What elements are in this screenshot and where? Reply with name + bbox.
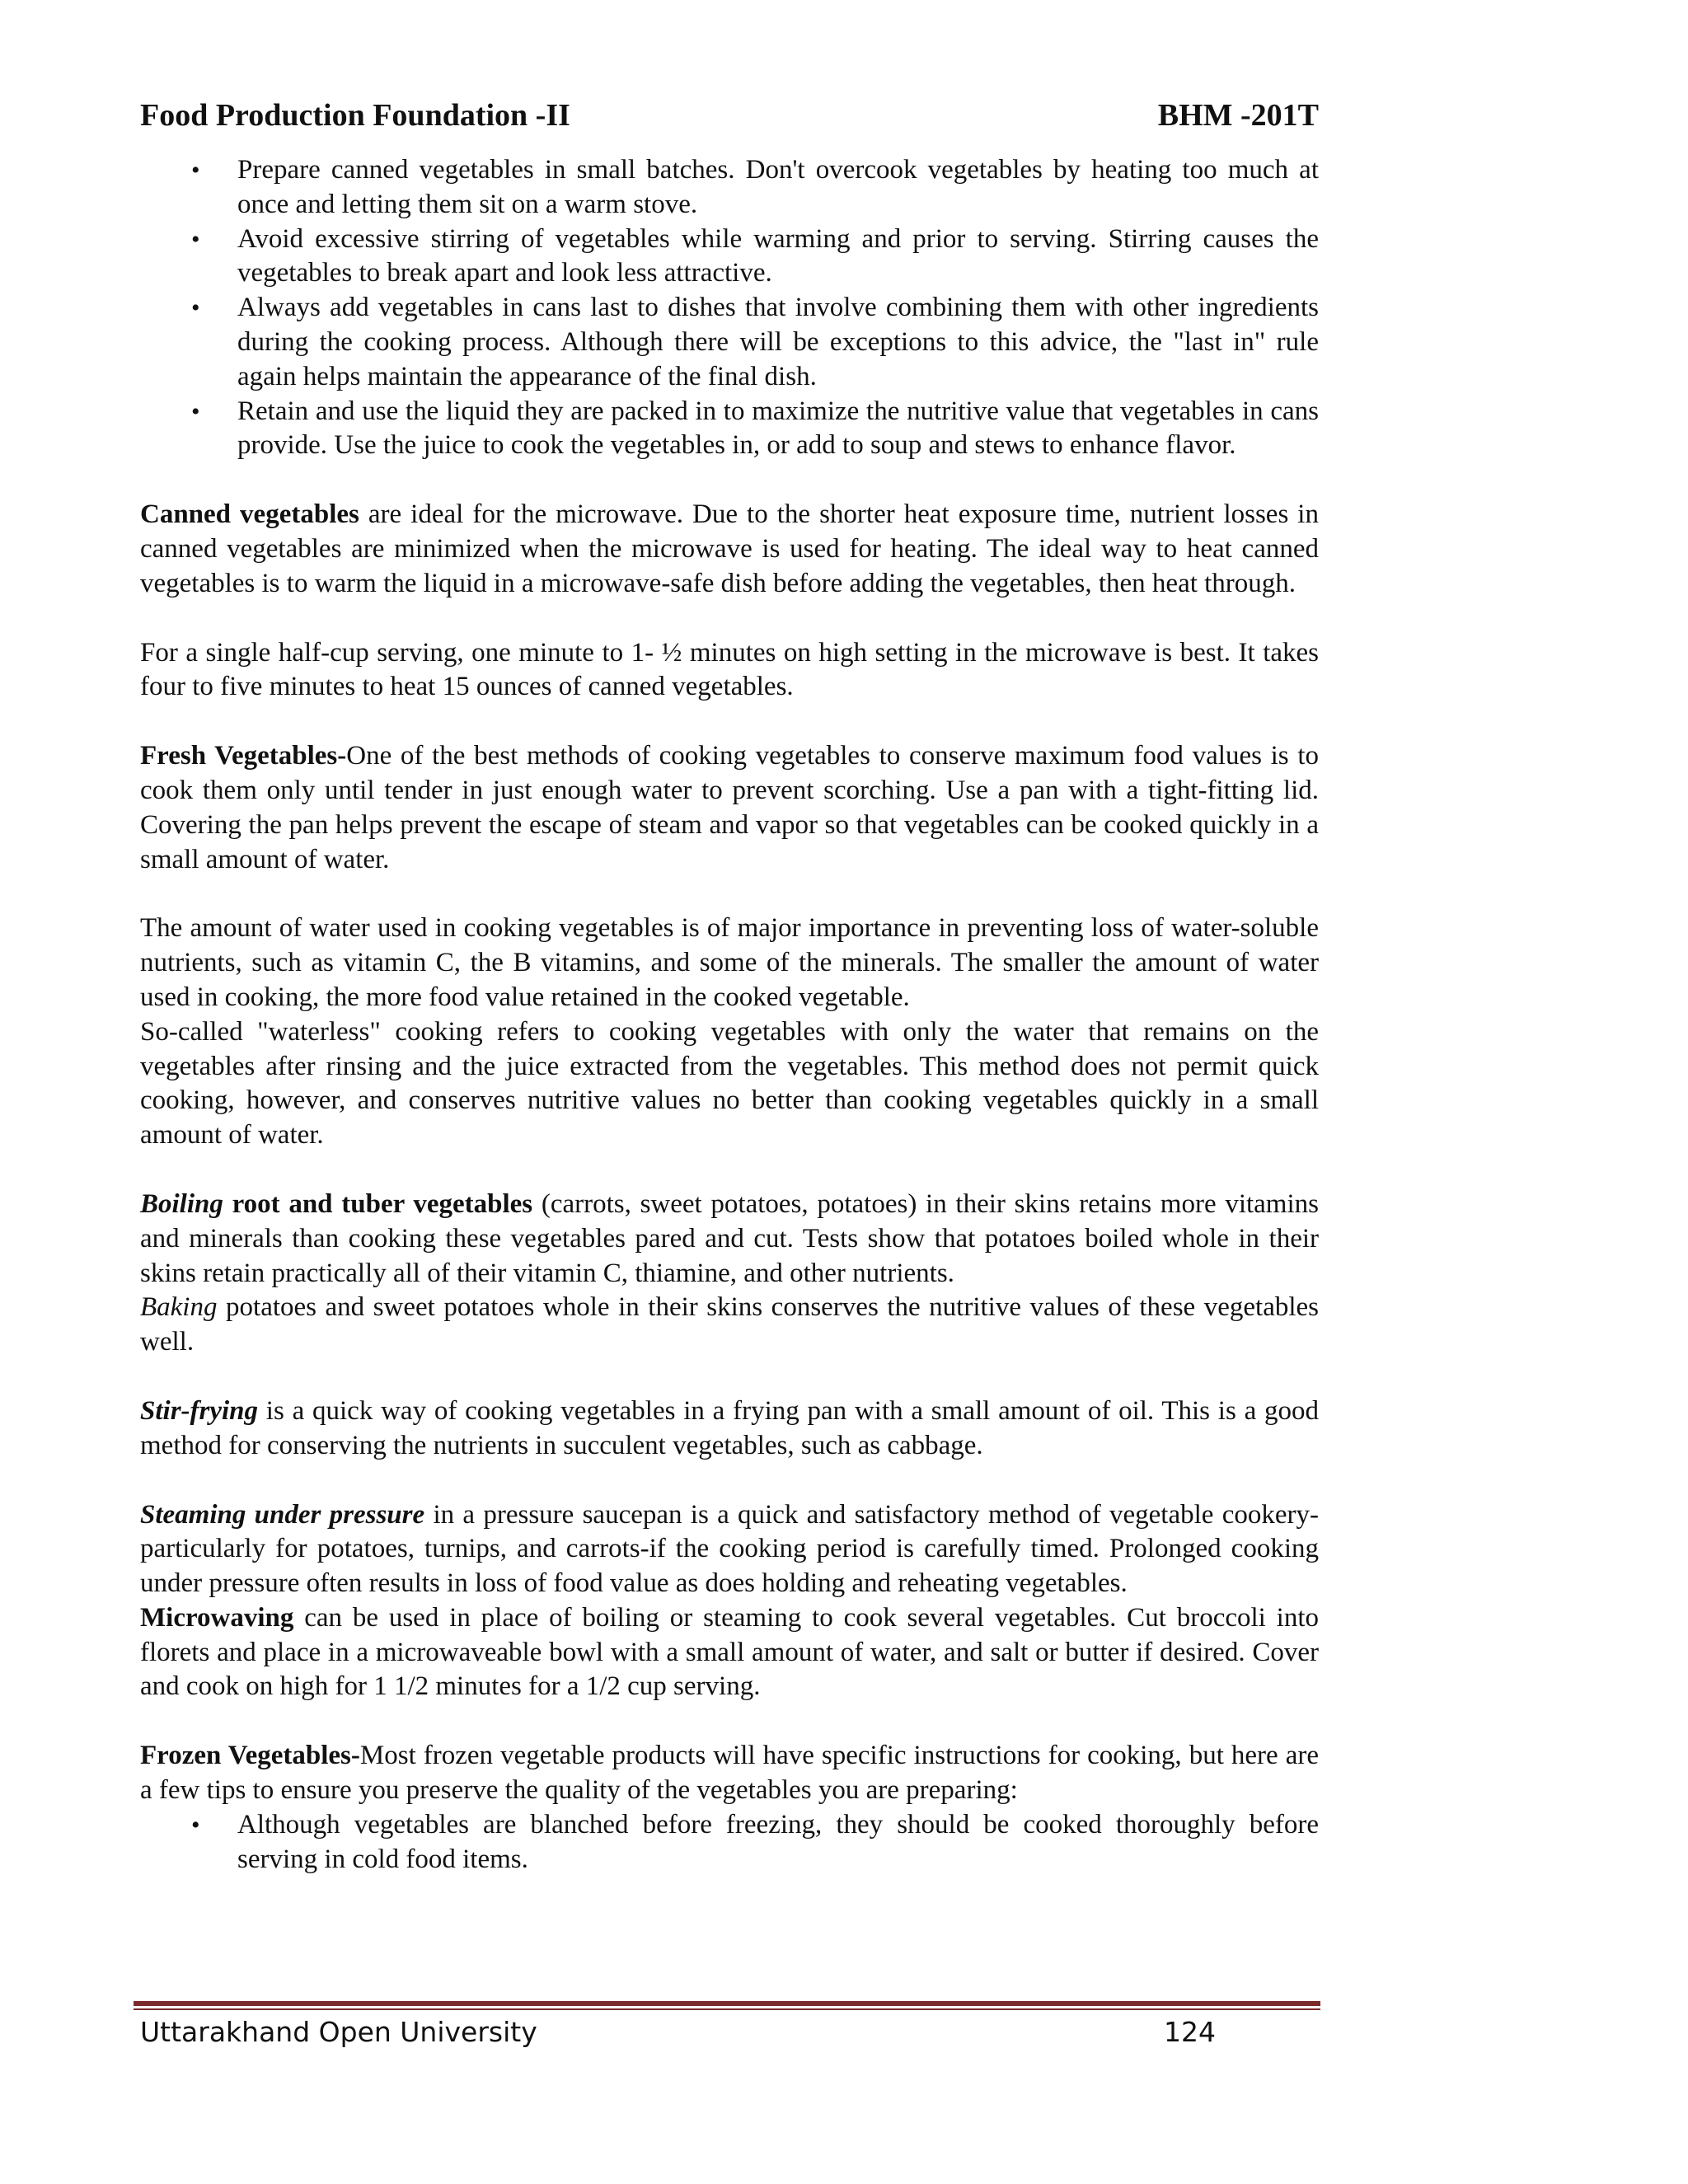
list-item: • Prepare canned vegetables in small batches. Don't overcook vegetables by heating too much at once and letting them sit on a warm stove. [191, 155, 1319, 219]
frozen-paragraph: Frozen Vegetables-Most frozen vegetable products will have specific instructions for cooking, but here are a few tips to ensure you preserve the quality of the vegetables you are preparing: [140, 1741, 1319, 1806]
baking-paragraph: Baking potatoes and sweet potatoes whole in their skins conserves the nutritive values of these vegetables well. [140, 1292, 1319, 1357]
university-name: Uttarakhand Open University [140, 2016, 537, 2048]
footer-rule-thin [134, 2008, 1320, 2010]
bullet-icon: • [191, 397, 200, 425]
single-serving-paragraph: For a single half-cup serving, one minute to 1- ½ minutes on high setting in the microwave is best. It takes four to five minutes to heat 15 ounces of canned vegetables. [140, 637, 1319, 702]
steaming-paragraph: Steaming under pressure in a pressure saucepan is a quick and satisfactory method of vegetable cookery-particularly for potatoes, turnips, and carrots-if the cooking period is carefully timed. Prolonged cooking under pressure often results in loss of food value as does holding and reheating vegetables. [140, 1499, 1319, 1599]
course-title: Food Production Foundation -II [140, 98, 570, 133]
bullet-icon: • [191, 1811, 200, 1839]
frozen-tips-list [140, 1808, 1319, 1877]
page-content [140, 153, 1319, 1877]
list-item: • Avoid excessive stirring of vegetables while warming and prior to serving. Stirring causes the vegetables to break apart and look less attractive. [191, 223, 1319, 288]
canned-paragraph: Canned vegetables are ideal for the microwave. Due to the shorter heat exposure time, nutrient losses in canned vegetables are minimized when the microwave is used for heating. The ideal way to heat canned vegetables is to warm the liquid in a microwave-safe dish before adding the vegetables, then heat through. [140, 499, 1319, 598]
page-number: 124 [1164, 2016, 1216, 2048]
bullet-icon: • [191, 225, 200, 253]
microwaving-paragraph: Microwaving can be used in place of boiling or steaming to cook several vegetables. Cut broccoli into florets and place in a microwaveable bowl with a small amount of water, and salt or butter if desired. Cover and cook on high for 1 1/2 minutes for a 1/2 cup serving. [140, 1602, 1319, 1702]
list-item: • Retain and use the liquid they are packed in to maximize the nutritive value that vegetables in cans provide. Use the juice to cook the vegetables in, or add to soup and stews to enhance flavor. [191, 396, 1319, 461]
bullet-icon: • [191, 294, 200, 322]
waterless-paragraph: So-called "waterless" cooking refers to cooking vegetables with only the water that remains on the vegetables after rinsing and the juice extracted from the vegetables. This method does not permit quick cooking, however, and conserves nutritive values no better than cooking vegetables quickly in a small amount of water. [140, 1016, 1319, 1151]
stirfry-paragraph: Stir-frying is a quick way of cooking vegetables in a frying pan with a small amount of oil. This is a good method for conserving the nutrients in succulent vegetables, such as cabbage. [140, 1395, 1319, 1460]
list-item: • Although vegetables are blanched before freezing, they should be cooked thoroughly before serving in cold food items. [191, 1809, 1319, 1874]
course-code: BHM -201T [1157, 98, 1319, 133]
list-item: • Always add vegetables in cans last to dishes that involve combining them with other ingredients during the cooking process. Although there will be exceptions to this advice, the "last in" rule again helps maintain the appearance of the final dish. [191, 293, 1319, 391]
page-footer [140, 2016, 1216, 2048]
canned-tips-list [140, 153, 1319, 463]
footer-rule-thick [134, 2001, 1320, 2006]
boiling-paragraph: Boiling root and tuber vegetables (carrots, sweet potatoes, potatoes) in their skins retains more vitamins and minerals than cooking these vegetables pared and cut. Tests show that potatoes boiled whole in their skins retain practically all of their vitamin C, thiamine, and other nutrients. [140, 1188, 1319, 1288]
fresh-paragraph: Fresh Vegetables-One of the best methods of cooking vegetables to conserve maximum food values is to cook them only until tender in just enough water to prevent scorching. Use a pan with a tight-fitting lid. Covering the pan helps prevent the escape of steam and vapor so that vegetables can be cooked quickly in a small amount of water. [140, 741, 1319, 874]
bullet-icon: • [191, 157, 200, 184]
water-amount-paragraph: The amount of water used in cooking vegetables is of major importance in preventing loss of water-soluble nutrients, such as vitamin C, the B vitamins, and some of the minerals. The smaller the amount of water used in cooking, the more food value retained in the cooked vegetable. [140, 913, 1319, 1012]
page-header [140, 97, 1319, 134]
